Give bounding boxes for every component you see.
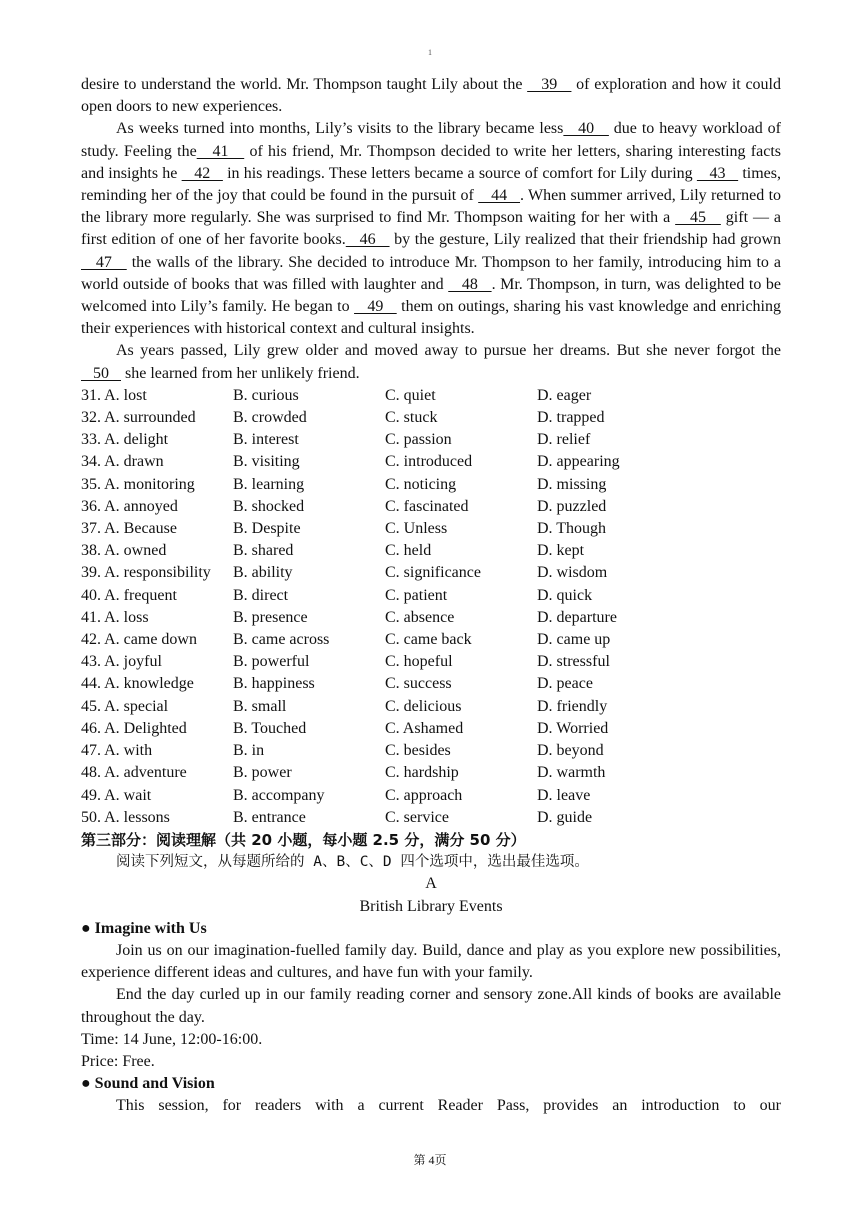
passage-text: gift — a first edition of one of her favorite books. bbox=[81, 209, 782, 249]
option-choice: 47. A. with bbox=[81, 742, 153, 760]
passage-text: due to heavy workload of study. Feeling the bbox=[81, 120, 781, 160]
question-option-row bbox=[81, 696, 781, 718]
option-choice: 35. A. monitoring bbox=[81, 475, 195, 493]
passage-text: of his friend, Mr. Thompson decided to write her letters, sharing interesting facts and insights he bbox=[81, 142, 782, 182]
option-choice: B. entrance bbox=[233, 808, 306, 826]
option-choice: D. came up bbox=[537, 631, 611, 649]
option-choice: 49. A. wait bbox=[81, 786, 152, 804]
option-choice: C. came back bbox=[385, 631, 472, 649]
passage-text: by the gesture, Lily realized that their friendship had grown bbox=[389, 231, 782, 249]
answer-blank: 45 bbox=[675, 209, 721, 227]
option-choice: 31. A. lost bbox=[81, 386, 147, 404]
option-choice: 36. A. annoyed bbox=[81, 497, 178, 515]
question-option-row bbox=[81, 740, 781, 762]
part3-title: 第三部分：阅读理解（共 20 小题，每小题 2.5 分，满分 50 分） bbox=[81, 830, 526, 849]
option-choice: D. relief bbox=[537, 431, 591, 449]
passage-text: she learned from her unlikely friend. bbox=[121, 364, 360, 382]
part3-instruction: 阅读下列短文，从每题所给的 A、B、C、D 四个选项中，选出最佳选项。 bbox=[116, 854, 589, 871]
question-option-row bbox=[81, 718, 781, 740]
option-choice: B. ability bbox=[233, 564, 293, 582]
question-option-row bbox=[81, 429, 781, 451]
option-choice: B. crowded bbox=[233, 409, 307, 427]
answer-blank: 41 bbox=[196, 142, 245, 160]
option-choice: C. passion bbox=[385, 431, 452, 449]
header-mark: 1 bbox=[428, 48, 432, 57]
option-choice: C. absence bbox=[385, 608, 455, 626]
question-option-row bbox=[81, 807, 781, 829]
option-choice: C. hopeful bbox=[385, 653, 453, 671]
option-choice: B. presence bbox=[233, 608, 308, 626]
event-price: Price: Free. bbox=[81, 1052, 155, 1070]
passage-paragraph-1 bbox=[81, 74, 781, 118]
option-choice: D. Worried bbox=[537, 719, 609, 737]
option-choice: B. happiness bbox=[233, 675, 315, 693]
option-choice: 42. A. came down bbox=[81, 631, 197, 649]
option-choice: B. in bbox=[233, 742, 265, 760]
option-choice: B. small bbox=[233, 697, 287, 715]
event-title-imagine: ● Imagine with Us bbox=[81, 919, 207, 937]
question-option-row bbox=[81, 651, 781, 673]
option-choice: C. quiet bbox=[385, 386, 436, 404]
answer-blank: 39 bbox=[527, 76, 572, 93]
answer-blank: 48 bbox=[448, 275, 492, 293]
event-description: This session, for readers with a current Reader Pass, provides an introduction to our bbox=[116, 1097, 781, 1115]
option-choice: 45. A. special bbox=[81, 697, 169, 715]
option-choice: D. wisdom bbox=[537, 564, 608, 582]
option-choice: D. guide bbox=[537, 808, 593, 826]
answer-blank: 47 bbox=[81, 253, 127, 271]
option-choice: C. Ashamed bbox=[385, 719, 464, 737]
option-choice: C. significance bbox=[385, 564, 481, 582]
option-choice: C. service bbox=[385, 808, 449, 826]
event-description: Join us on our imagination-fuelled family day. Build, dance and play as you explore new possibilities, experience different ideas and cultures, and have fun with your family. bbox=[81, 941, 781, 982]
option-choice: D. peace bbox=[537, 675, 593, 693]
option-choice: D. beyond bbox=[537, 742, 604, 760]
option-choice: C. stuck bbox=[385, 409, 438, 427]
question-option-row bbox=[81, 540, 781, 562]
option-choice: 39. A. responsibility bbox=[81, 564, 211, 582]
passage-text: . Mr. Thompson, in turn, was delighted to be welcomed into Lily’s family. He began to bbox=[81, 275, 782, 316]
passage-text: them on outings, sharing his vast knowledge and enriching their experiences with historical context and cultural insights. bbox=[81, 298, 781, 338]
option-choice: D. missing bbox=[537, 475, 607, 493]
option-choice: B. powerful bbox=[233, 653, 310, 671]
answer-blank: 44 bbox=[478, 187, 521, 205]
option-choice: C. fascinated bbox=[385, 497, 469, 515]
page-content bbox=[81, 74, 781, 1118]
option-choice: B. came across bbox=[233, 631, 330, 649]
event-description: End the day curled up in our family reading corner and sensory zone.All kinds of books are available throughout the day. bbox=[81, 986, 781, 1026]
option-choice: 38. A. owned bbox=[81, 542, 167, 560]
option-choice: C. hardship bbox=[385, 764, 459, 782]
option-choice: B. direct bbox=[233, 586, 289, 604]
option-choice: B. interest bbox=[233, 431, 299, 449]
option-choice: C. delicious bbox=[385, 697, 462, 715]
passage-text: in his readings. These letters became a source of comfort for Lily during bbox=[222, 164, 697, 182]
option-choice: D. leave bbox=[537, 786, 591, 804]
option-choice: C. besides bbox=[385, 742, 451, 760]
question-option-row bbox=[81, 585, 781, 607]
option-choice: C. introduced bbox=[385, 453, 473, 471]
options-list bbox=[81, 385, 781, 829]
option-choice: B. learning bbox=[233, 475, 305, 493]
option-choice: D. eager bbox=[537, 386, 592, 404]
option-choice: D. Though bbox=[537, 520, 607, 538]
option-choice: C. Unless bbox=[385, 520, 448, 538]
answer-blank: 43 bbox=[696, 164, 739, 182]
option-choice: 40. A. frequent bbox=[81, 586, 177, 604]
question-option-row bbox=[81, 607, 781, 629]
option-choice: D. warmth bbox=[537, 764, 606, 782]
option-choice: D. kept bbox=[537, 542, 585, 560]
option-choice: 50. A. lessons bbox=[81, 808, 170, 826]
passage-text: As weeks turned into months, Lily’s visits to the library became less bbox=[116, 120, 564, 138]
option-choice: D. appearing bbox=[537, 453, 620, 471]
option-choice: B. shocked bbox=[233, 497, 305, 515]
question-option-row bbox=[81, 629, 781, 651]
option-choice: B. visiting bbox=[233, 453, 300, 471]
question-option-row bbox=[81, 407, 781, 429]
option-choice: 41. A. loss bbox=[81, 608, 149, 626]
option-choice: 44. A. knowledge bbox=[81, 675, 194, 693]
option-choice: 34. A. drawn bbox=[81, 453, 164, 471]
passage-text: desire to understand the world. Mr. Thompson taught Lily about the bbox=[81, 76, 528, 93]
option-choice: D. quick bbox=[537, 586, 593, 604]
option-choice: D. departure bbox=[537, 608, 617, 626]
question-option-row bbox=[81, 518, 781, 540]
passage-text: As years passed, Lily grew older and moved away to pursue her dreams. But she never forgot the bbox=[116, 342, 781, 360]
passage-text: times, reminding her of the joy that could be found in the pursuit of bbox=[81, 164, 782, 205]
option-choice: D. trapped bbox=[537, 409, 605, 427]
option-choice: C. held bbox=[385, 542, 432, 560]
question-option-row bbox=[81, 762, 781, 784]
option-choice: C. approach bbox=[385, 786, 463, 804]
passage-text: the walls of the library. She decided to introduce Mr. Thompson to her family, introducing him to a world outside of books that was filled with laughter and bbox=[81, 253, 781, 293]
option-choice: C. noticing bbox=[385, 475, 457, 493]
page-number: 第 4页 bbox=[413, 1153, 447, 1167]
option-choice: B. Despite bbox=[233, 520, 301, 538]
option-choice: 37. A. Because bbox=[81, 520, 177, 538]
passage-paragraph-2 bbox=[81, 118, 781, 340]
event-title-sound: ● Sound and Vision bbox=[81, 1075, 215, 1093]
event-time: Time: 14 June, 12:00-16:00. bbox=[81, 1030, 263, 1048]
question-option-row bbox=[81, 385, 781, 407]
option-choice: 33. A. delight bbox=[81, 431, 169, 449]
question-option-row bbox=[81, 785, 781, 807]
question-option-row bbox=[81, 496, 781, 518]
question-option-row bbox=[81, 451, 781, 473]
answer-blank: 50 bbox=[81, 364, 121, 382]
option-choice: B. accompany bbox=[233, 786, 325, 804]
option-choice: 43. A. joyful bbox=[81, 653, 162, 671]
question-option-row bbox=[81, 474, 781, 496]
option-choice: 46. A. Delighted bbox=[81, 719, 187, 737]
option-choice: D. friendly bbox=[537, 697, 608, 715]
passage-heading: British Library Events bbox=[359, 897, 503, 915]
option-choice: B. shared bbox=[233, 542, 294, 560]
option-choice: 48. A. adventure bbox=[81, 764, 187, 782]
option-choice: B. Touched bbox=[233, 719, 307, 737]
option-choice: C. success bbox=[385, 675, 452, 693]
question-option-row bbox=[81, 562, 781, 584]
passage-text: . When summer arrived, Lily returned to the library more regularly. She was surprised to find Mr. Thompson waiting for her with a bbox=[81, 187, 782, 227]
option-choice: D. stressful bbox=[537, 653, 610, 671]
option-choice: D. puzzled bbox=[537, 497, 607, 515]
answer-blank: 46 bbox=[345, 231, 390, 249]
answer-blank: 40 bbox=[563, 120, 609, 138]
question-option-row bbox=[81, 673, 781, 695]
answer-blank: 42 bbox=[181, 164, 223, 182]
option-choice: 32. A. surrounded bbox=[81, 409, 196, 427]
passage-paragraph-3 bbox=[81, 340, 781, 384]
option-choice: B. power bbox=[233, 764, 292, 782]
passage-letter: A bbox=[425, 875, 437, 893]
answer-blank: 49 bbox=[354, 298, 397, 316]
passage-text: of exploration and how it could open doors to new experiences. bbox=[81, 76, 782, 116]
option-choice: B. curious bbox=[233, 386, 299, 404]
option-choice: C. patient bbox=[385, 586, 448, 604]
